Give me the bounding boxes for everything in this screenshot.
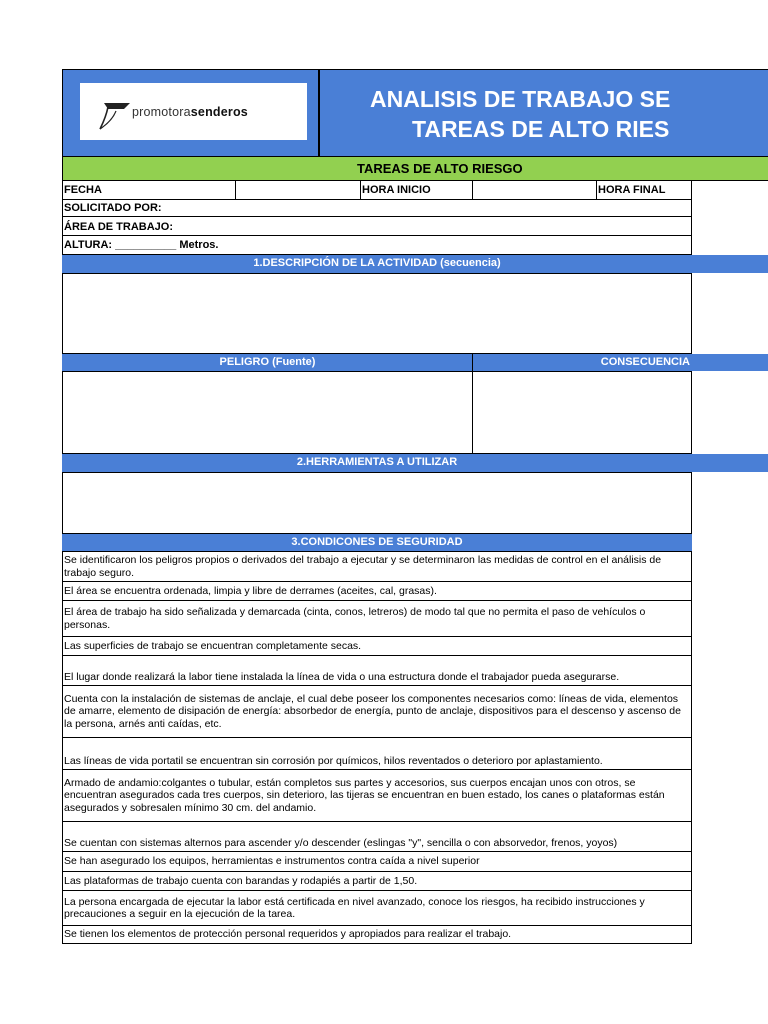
condition-row: Se cuentan con sistemas alternos para ascender y/o descender (eslingas "y", sencilla o con absorvedor, frenos, yoyos) (62, 822, 692, 852)
logo-wordmark: promotorasenderos (132, 105, 248, 119)
condition-row: Las superficies de trabajo se encuentran completamente secas. (62, 637, 692, 656)
fecha-label: FECHA (64, 184, 102, 196)
logo-mark-icon (94, 95, 134, 135)
condition-row: El área se encuentra ordenada, limpia y libre de derrames (aceites, cal, grasas). (62, 582, 692, 601)
peligro-header: PELIGRO (Fuente) (62, 353, 473, 372)
condition-row: El lugar donde realizará la labor tiene instalada la línea de vida o una estructura donde el trabajador pueda asegurarse. (62, 656, 692, 686)
condition-row: Se tienen los elementos de protección personal requeridos y apropiados para realizar el trabajo. (62, 926, 692, 944)
hora-inicio-label: HORA INICIO (362, 184, 431, 196)
section-descripcion: 1.DESCRIPCIÓN DE LA ACTIVIDAD (secuencia) (62, 254, 692, 274)
condition-row: Se han asegurado los equipos, herramientas e instrumentos contra caída a nivel superior (62, 852, 692, 872)
peligro-area[interactable] (63, 372, 471, 452)
herramientas-area[interactable] (63, 473, 691, 533)
condition-row: Las líneas de vida portatil se encuentran sin corrosión por químicos, hilos reventados o deterioro por aplastamiento. (62, 738, 692, 770)
title-line-1: ANALISIS DE TRABAJO SE (370, 86, 671, 112)
condition-row: Se identificaron los peligros propios o derivados del trabajo a ejecutar y se determinaron las medidas de control en el análisis de trabajo seguro. (62, 552, 692, 582)
area-label: ÁREA DE TRABAJO: (64, 221, 173, 233)
subtitle: TAREAS DE ALTO RIESGO (357, 161, 523, 176)
solicitado-label: SOLICITADO POR: (64, 202, 162, 214)
section-condiciones: 3.CONDICONES DE SEGURIDAD (62, 533, 692, 552)
hora-final-label: HORA FINAL (598, 184, 666, 196)
consecuencia-header: CONSECUENCIA (472, 353, 692, 372)
title-line-2: TAREAS DE ALTO RIES (412, 116, 670, 142)
section-herramientas: 2.HERRAMIENTAS A UTILIZAR (62, 453, 692, 473)
condition-row: Armado de andamio:colgantes o tubular, están completos sus partes y accesorios, sus cuerpos encajan unos con otros, se encuentran asegurados cada tres cuerpos, sin deterioro, las tijeras se encuentran en buen estado, los canes o plataformas están asegurados y sobresalen mínimo 30 cm. del andamio. (62, 770, 692, 822)
condition-row: El área de trabajo ha sido señalizada y demarcada (cinta, conos, letreros) de modo tal que no permita el paso de vehículos o personas. (62, 601, 692, 637)
consecuencia-area[interactable] (473, 372, 691, 452)
condition-row: Las plataformas de trabajo cuenta con barandas y rodapiés a partir de 1,50. (62, 872, 692, 891)
condition-row: La persona encargada de ejecutar la labor está certificada en nivel avanzado, conoce los riesgos, ha recibido instrucciones y precauciones a seguir en la ejecución de la tarea. (62, 891, 692, 926)
altura-label: ALTURA: __________ Metros. (64, 239, 219, 251)
descripcion-area[interactable] (63, 274, 691, 353)
condition-row: Cuenta con la instalación de sistemas de anclaje, el cual debe poseer los componentes necesarios como: líneas de vida, elementos de amarre, elemento de disipación de energía: absorbedor de energía, punto de anclaje, dispositivos para el descenso y ascenso de la persona, arnés anti caídas, etc. (62, 686, 692, 738)
title-banner (319, 69, 768, 157)
